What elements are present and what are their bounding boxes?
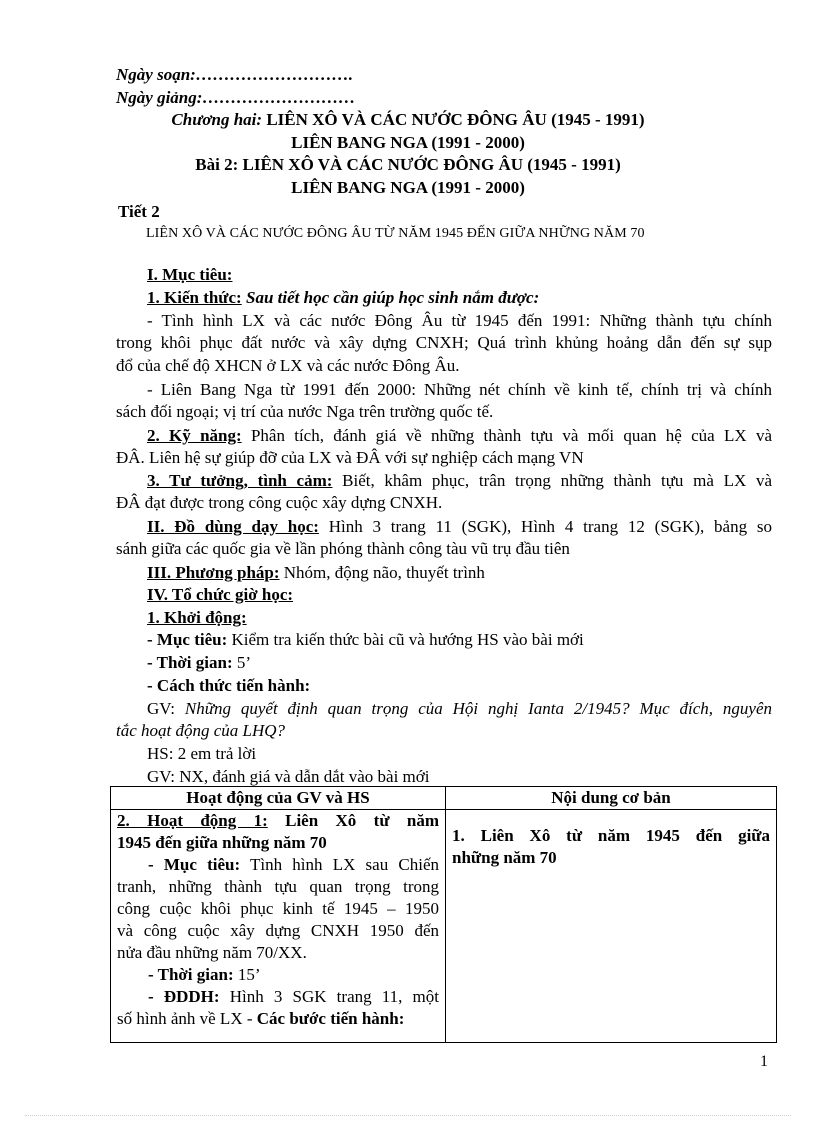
knowledge-item-2-line1: - Liên Bang Nga từ 1991 đến 2000: Những nét chính về kinh tế, chính trị và chính (147, 380, 772, 399)
activity-goal-line4: và công cuộc xây dựng CNXH 1950 đến (117, 921, 439, 940)
lesson-title: Bài 2: LIÊN XÔ VÀ CÁC NƯỚC ĐÔNG ÂU (1945 - 1991) (195, 155, 621, 174)
gv-transition: GV: NX, đánh giá và dẫn dắt vào bài mới (147, 767, 430, 786)
col-header-content: Nội dung cơ bản (446, 787, 777, 810)
skills-line (147, 425, 772, 447)
warmup-method-label: - Cách thức tiến hành: (147, 676, 311, 695)
activity-time-label: - Thời gian: (148, 965, 234, 984)
activity-time-text: 15’ (233, 965, 261, 984)
activity-goal-line2: tranh, những thành tựu quan trọng trong (117, 877, 439, 896)
activity-ddh-text2: số hình ảnh về LX - (117, 1009, 257, 1028)
table-row (111, 810, 777, 1043)
activity-ddh-text: Hình 3 SGK trang 11, một (219, 987, 439, 1006)
activity-goal-label: - Mục tiêu: (148, 855, 241, 874)
knowledge-item-1-line3: đổ của chế độ XHCN ở LX và các nước Đông Âu. (116, 356, 460, 375)
content-heading-line1: 1. Liên Xô từ năm 1945 đến giữa (452, 826, 770, 845)
content-cell (446, 810, 777, 1043)
knowledge-item-1-line2: trong khôi phục đất nước và xây dựng CNXH; Quá trình khủng hoảng dẫn đến sự sụp (116, 333, 772, 352)
warmup-goal-label: - Mục tiêu: (147, 630, 228, 649)
activities-cell (111, 810, 446, 1043)
lesson-subtitle: LIÊN XÔ VÀ CÁC NƯỚC ĐÔNG ÂU TỪ NĂM 1945 ĐẾN GIỮA NHỮNG NĂM 70 (146, 226, 645, 241)
warmup-time-text: 5’ (232, 653, 252, 672)
attitude-line (147, 470, 772, 492)
page-number: 1 (760, 1053, 768, 1070)
knowledge-label: 1. Kiến thức: (147, 288, 242, 307)
warmup-time (147, 652, 251, 674)
col-header-activities: Hoạt động của GV và HS (111, 787, 446, 810)
activity-title-line2: 1945 đến giữa những năm 70 (117, 833, 327, 852)
warmup-goal (147, 629, 584, 651)
activity-title-line1 (117, 810, 439, 832)
ngay-soan: Ngày soạn:………………………. (116, 65, 354, 84)
activity-label: 2. Hoạt động 1: (117, 811, 268, 830)
activity-goal-line5: nửa đầu những năm 70/XX. (117, 943, 307, 962)
ngay-giang: Ngày giảng:……………………… (116, 88, 356, 107)
skills-text: Phân tích, đánh giá về những thành tựu và mối quan hệ của LX và (241, 426, 772, 445)
objectives-heading: I. Mục tiêu: (147, 265, 233, 284)
lesson-plan-table (110, 786, 777, 1043)
methods-line (147, 562, 485, 584)
gv-question: Những quyết định quan trọng của Hội nghị Ianta 2/1945? Mục đích, nguyên (184, 699, 772, 718)
gv-question-line1 (147, 698, 772, 720)
gv-question-line2: tắc hoạt động của LHQ? (116, 721, 286, 740)
knowledge-line (147, 287, 539, 309)
period-label: Tiết 2 (118, 202, 160, 221)
hs-answer: HS: 2 em trả lời (147, 744, 257, 763)
materials-label: II. Đồ dùng dạy học: (147, 517, 319, 536)
materials-text: Hình 3 trang 11 (SGK), Hình 4 trang 12 (SGK), bảng so (318, 517, 772, 536)
activity-ddh-line2 (117, 1008, 439, 1030)
warmup-goal-text: Kiểm tra kiến thức bài cũ và hướng HS vào bài mới (227, 630, 584, 649)
attitude-text: Biết, khâm phục, trân trọng những thành tựu mà LX và (332, 471, 773, 490)
attitude-label: 3. Tư tưởng, tình cảm: (147, 471, 333, 490)
organization-heading: IV. Tổ chức giờ học: (147, 585, 294, 604)
chapter-title (0, 109, 816, 131)
knowledge-item-2-line2: sách đối ngoại; vị trí của nước Nga trên trường quốc tế. (116, 402, 494, 421)
activity-steps-label: Các bước tiến hành: (256, 1009, 405, 1028)
activity-title-text: Liên Xô từ năm (267, 811, 439, 830)
knowledge-intro: Sau tiết học cần giúp học sinh nắm được: (241, 288, 540, 307)
materials-line (147, 516, 772, 538)
activity-ddh-line1 (117, 986, 439, 1008)
knowledge-item-1-line1: - Tình hình LX và các nước Đông Âu từ 1945 đến 1991: Những thành tựu chính (147, 311, 772, 330)
content-heading-line2: những năm 70 (452, 848, 557, 867)
chapter-title-line2: LIÊN BANG NGA (1991 - 2000) (291, 133, 525, 152)
activity-time (117, 964, 439, 986)
chapter-label: Chương hai: (171, 110, 263, 129)
attitude-line2: ĐÂ đạt được trong công cuộc xây dựng CNXH. (116, 493, 443, 512)
skills-line2: ĐÂ. Liên hệ sự giúp đỡ của LX và ĐÂ với sự nghiệp cách mạng VN (116, 448, 584, 467)
activity-goal-line1 (117, 854, 439, 876)
methods-text: Nhóm, động não, thuyết trình (279, 563, 485, 582)
skills-label: 2. Kỹ năng: (147, 426, 242, 445)
activity-goal-text: Tình hình LX sau Chiến (240, 855, 439, 874)
activity-goal-line3: công cuộc khôi phục kinh tế 1945 – 1950 (117, 899, 439, 918)
page-divider (25, 1115, 791, 1116)
activity-ddh-label: - ĐDDH: (148, 987, 220, 1006)
materials-line2: sánh giữa các quốc gia về lần phóng thành công tàu vũ trụ đầu tiên (116, 539, 570, 558)
warmup-heading: 1. Khởi động: (147, 608, 247, 627)
warmup-time-label: - Thời gian: (147, 653, 233, 672)
table-header-row (111, 787, 777, 810)
methods-label: III. Phương pháp: (147, 563, 280, 582)
gv-label: GV: (147, 699, 185, 718)
chapter-text: LIÊN XÔ VÀ CÁC NƯỚC ĐÔNG ÂU (1945 - 1991) (262, 110, 645, 129)
lesson-title-line2: LIÊN BANG NGA (1991 - 2000) (291, 178, 525, 197)
